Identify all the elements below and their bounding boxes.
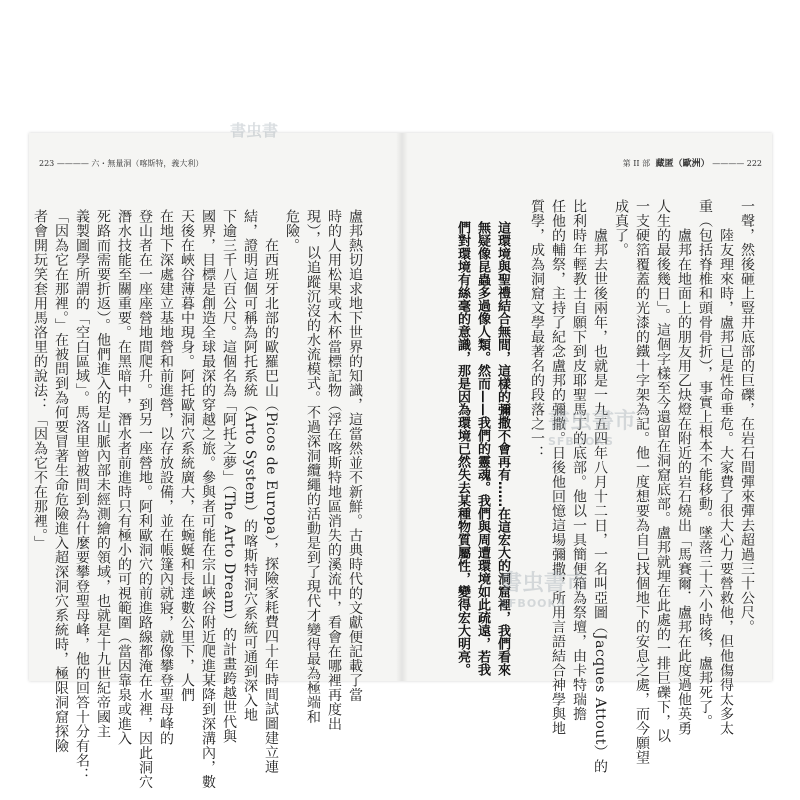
- text-column: 天後在峽谷薄暮中現身。阿托歐洞穴系統廣大，在蜿蜒和長達數公里下，人們: [179, 209, 195, 702]
- left-page-body: [32, 209, 365, 789]
- text-column: 在西班牙北部的歐羅巴山（Picos de Europa），探險家耗費四十年時間試圖建立連: [263, 209, 279, 775]
- text-column: 質學，成為洞窟文學最著名的段落之一：: [529, 199, 545, 460]
- text-column: 一聲，然後砸上豎井底部的巨礫，在岩石間彈來彈去超過三十公尺。: [739, 199, 755, 634]
- quote-column: 們對環境有絲毫的意識，那是因為環境已然失去某種物質屬性，變得宏大明亮。: [455, 221, 470, 676]
- left-running-head: 223 ———— 六・無量洞（喀斯特，義大利）: [39, 159, 204, 168]
- watermark-latin: SFBOOKS: [500, 597, 566, 610]
- quote-column: 無疑像昆蟲多過像人類。然而——我們的靈魂。我們與周遭環境如此疏遠，若我: [475, 221, 490, 676]
- text-column: 一支硬箔覆蓋的光漆的鐵十字架為記。他一度想要為自己找個地下的安息之處，而今願望: [634, 199, 650, 765]
- text-column: 結，證明這個可稱為阿托系統（Arto System）的喀斯特洞穴系統可通到深入地: [242, 209, 258, 723]
- text-column: 國界，目標是創造全球最深的穿越之旅。參與者可能在宗山峽谷附近爬進某降到深溝內，數: [200, 209, 216, 789]
- text-column: 死路而需要折返）。他們進入的是山脈內部未經測繪的領域，也就是十九世紀帝國主: [95, 209, 111, 739]
- text-column: 任他的輔祭，主持了紀念盧邦的彌撒。日後他回憶這場彌撒，所用言語結合神學與地: [550, 199, 566, 736]
- watermark-latin: SFBOOKS: [548, 435, 614, 448]
- text-column: 盧邦去世後兩年，也就是一九五四年八月十二日，一名叫亞圖（Jacques Attout）的: [592, 199, 608, 774]
- quote-column: 這環境與聖禮結合無間，這樣的彌撒不會再有……在這宏大的洞窟裡，我們看來: [495, 221, 510, 676]
- text-column: 成真了。: [613, 199, 629, 257]
- text-column: 下逾三千八百公尺。這個名為「阿托之夢」（The Arto Dream）的計畫跨越世代與: [221, 209, 237, 744]
- watermark-text: 書虫書市: [548, 409, 637, 434]
- text-column: 人生的最後幾日」。這個字樣至今還留在洞窟底部。盧邦就埋在此處的一排巨礫下，以: [655, 199, 671, 743]
- running-head-part: 第 II 部: [622, 159, 651, 168]
- text-column: 盧邦在地面上的朋友用乙炔燈在附近的岩石燒出「馬賽爾．盧邦在此度過他英勇: [676, 199, 692, 736]
- text-column: 者會開玩笑套用馬洛里的說法：「因為它不在那裡。」: [32, 209, 48, 550]
- text-column: 在地下深處建立基地營和前進營，以存放設備，並在帳篷內就寢，就像攀登聖母峰的: [158, 209, 174, 746]
- watermark-text: 書虫書: [230, 121, 279, 140]
- running-head-page: ———— 222: [712, 159, 762, 168]
- block-quote: [452, 221, 512, 676]
- watermark-text: 書虫書市: [500, 571, 589, 596]
- book-spread: [29, 133, 772, 789]
- text-column: 危險。: [284, 209, 300, 253]
- text-column: 「因為它在那裡。」在被問到為何要冒著生命危險進入超深洞穴系統時，極限洞窟探險: [53, 209, 69, 753]
- text-column: 陸友理來時，盧邦已是性命垂危。大家費了很大心力要營救他，但他傷得太多太: [718, 199, 734, 736]
- text-column: 重（包括脊椎和頭骨骨折），事實上根本不能移動。墜落三十六小時後，盧邦死了。: [697, 199, 713, 729]
- text-column: 潛水技能至關重要。在黑暗中，潛水者前進時只有極小的可視範圍（當因靠泉或進入: [116, 209, 132, 746]
- running-head-section: 藏匿（歐洲）: [655, 159, 710, 169]
- text-column: 比利時年輕教士自願下到皮耶聖馬丁的底部。他以一具簡便箱為祭壇，由卡特瑞擔: [571, 199, 587, 721]
- text-column: 登山者在一座座營地間爬升。到另一座營地。阿利歐洞穴的前進路線都淹在水裡，因此洞穴: [137, 209, 153, 789]
- text-column: 時的人用松果或木杯當標記物（浮在喀斯特地區消失的溪流中，看會在哪裡再度出: [326, 209, 342, 731]
- text-column: 義製圖學所謂的「空白區域」。馬洛里曾被問到為什麼要攀登聖母峰，他的回答十分有名：: [74, 209, 90, 782]
- text-column: 現），以追蹤沉沒的水流模式。不過深洞纜繩的活動是到了現代才變得最為極端和: [305, 209, 321, 724]
- right-running-head: [623, 159, 762, 169]
- text-column: 盧邦熱切追求地下世界的知識，這當然並不新鮮。古典時代的文獻便記載了當: [347, 209, 363, 702]
- gutter-shadow: [396, 133, 408, 681]
